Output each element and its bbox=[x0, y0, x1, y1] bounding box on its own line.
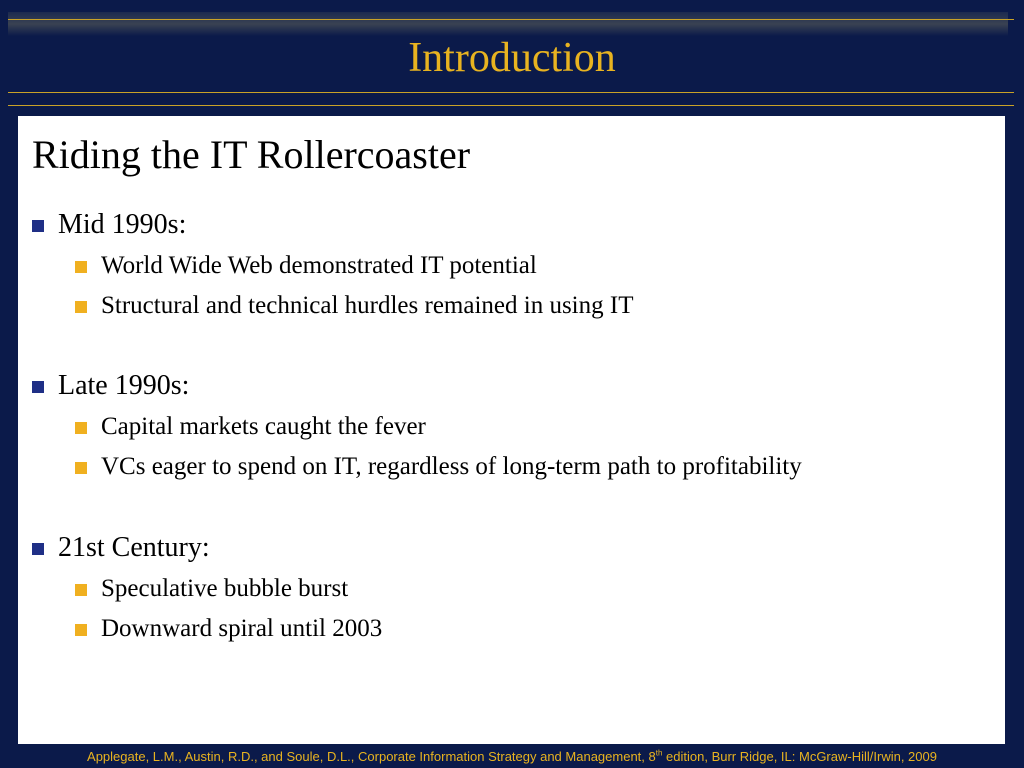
square-bullet-icon bbox=[75, 624, 87, 636]
bullet-text: Structural and technical hurdles remained in using IT bbox=[101, 292, 634, 319]
citation-superscript: th bbox=[655, 748, 663, 758]
bullet-item-level1 bbox=[58, 531, 210, 565]
bullet-text: Mid 1990s: bbox=[58, 209, 187, 240]
bullet-item-level1 bbox=[58, 369, 189, 403]
bullet-item-level2 bbox=[101, 614, 382, 644]
slide-content-panel bbox=[18, 116, 1005, 744]
header-rule-1 bbox=[8, 92, 1014, 93]
square-bullet-icon bbox=[32, 543, 44, 555]
bullet-text: Late 1990s: bbox=[58, 370, 190, 401]
square-bullet-icon bbox=[75, 261, 87, 273]
square-bullet-icon bbox=[75, 462, 87, 474]
square-bullet-icon bbox=[32, 220, 44, 232]
bullet-text: VCs eager to spend on IT, regardless of long-term path to profitability bbox=[101, 453, 802, 480]
bullet-text: World Wide Web demonstrated IT potential bbox=[101, 252, 537, 279]
header-rule-top bbox=[8, 19, 1014, 20]
bullet-item-level2 bbox=[101, 412, 426, 442]
bullet-item-level2 bbox=[101, 251, 537, 281]
bullet-item-level1 bbox=[58, 208, 186, 242]
slide-title: Introduction bbox=[408, 35, 616, 81]
bullet-text: Downward spiral until 2003 bbox=[101, 615, 383, 642]
bullet-item-level2 bbox=[101, 574, 348, 604]
slide-heading: Riding the IT Rollercoaster bbox=[32, 132, 471, 177]
citation-text-end: edition, Burr Ridge, IL: McGraw-Hill/Irwin, 2009 bbox=[662, 749, 937, 764]
bullet-item-level2 bbox=[101, 291, 633, 321]
bullet-text: 21st Century: bbox=[58, 532, 210, 563]
bullet-text: Speculative bubble burst bbox=[101, 575, 349, 602]
square-bullet-icon bbox=[75, 584, 87, 596]
citation-text: Applegate, L.M., Austin, R.D., and Soule, D.L., Corporate Information Strategy and Management, 8 bbox=[87, 749, 656, 764]
citation-footer bbox=[0, 749, 1024, 765]
bullet-text: Capital markets caught the fever bbox=[101, 413, 426, 440]
square-bullet-icon bbox=[75, 422, 87, 434]
square-bullet-icon bbox=[75, 301, 87, 313]
bullet-list bbox=[18, 116, 1005, 744]
header-rule-2 bbox=[8, 105, 1014, 106]
bullet-item-level2 bbox=[101, 452, 802, 482]
square-bullet-icon bbox=[32, 381, 44, 393]
